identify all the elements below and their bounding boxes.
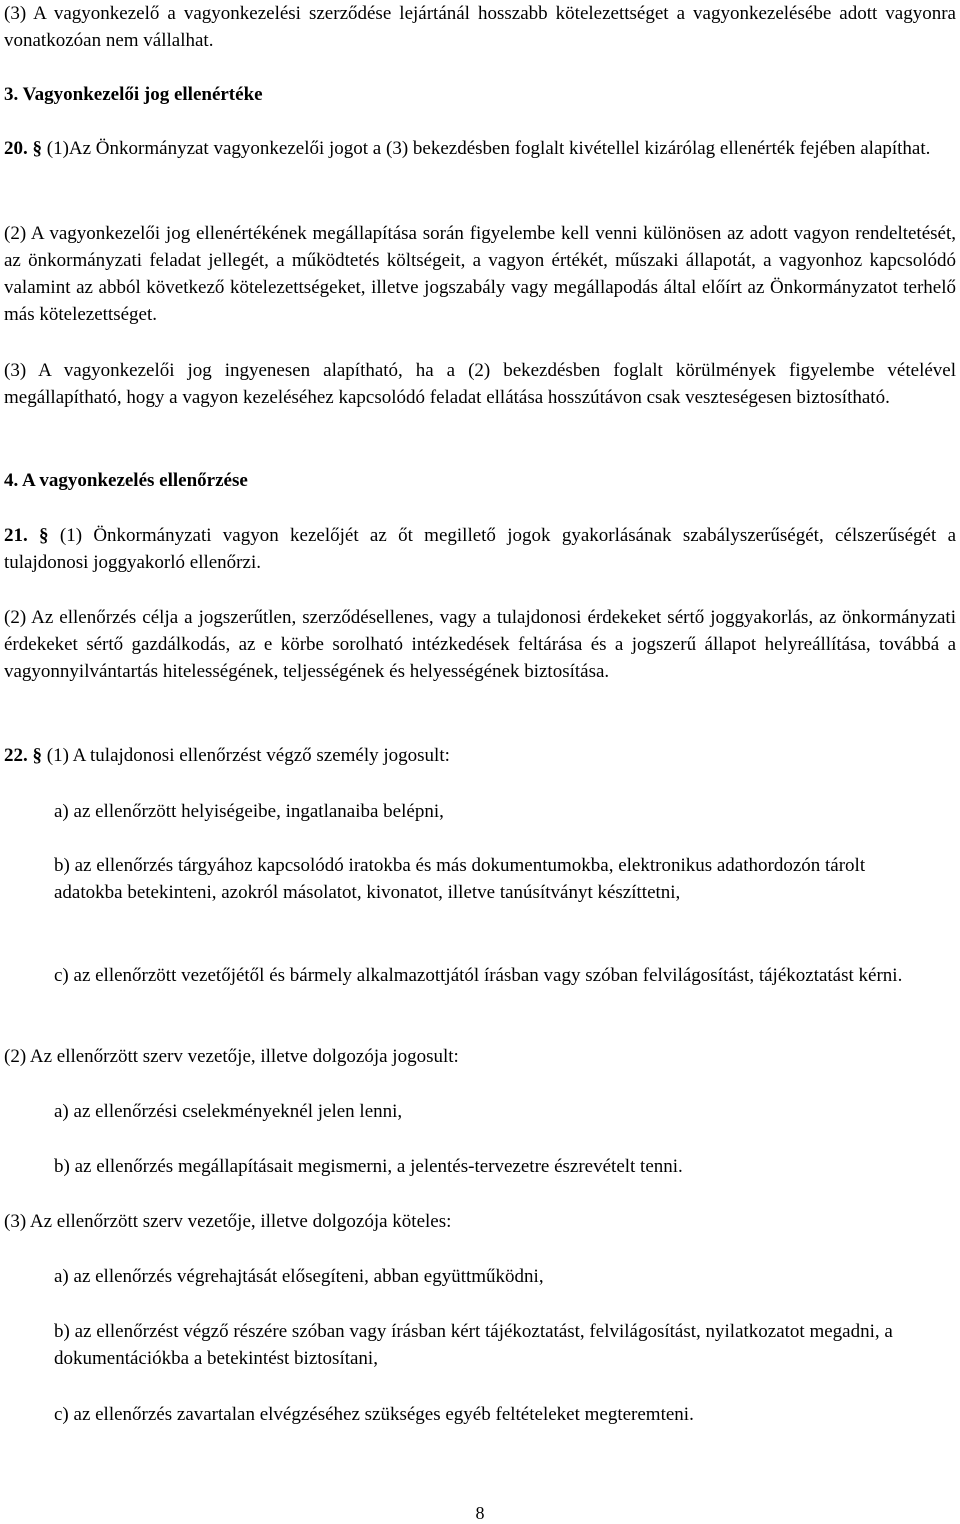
paragraph-22-1-text: (1) A tulajdonosi ellenőrzést végző személy jogosult: [42, 745, 450, 766]
paragraph-22-1 [4, 742, 956, 769]
list-item-22-2-b: b) az ellenőrzés megállapításait megismerni, a jelentés-tervezetre észrevételt tenni. [54, 1156, 683, 1177]
list-item-22-3-a: a) az ellenőrzés végrehajtását elősegíteni, abban együttműködni, [54, 1266, 544, 1287]
list-item-22-3-b: b) az ellenőrzést végző részére szóban vagy írásban kért tájékoztatást, felvilágosítást, nyilatkozatot megadni, a dokumentációkba a betekintést biztosítani, [54, 1321, 893, 1369]
page-number: 8 [475, 1503, 485, 1523]
paragraph-20-3: (3) A vagyonkezelői jog ingyenesen alapítható, ha a (2) bekezdésben foglalt körülmények figyelembe vételével megállapítható, hogy a vagyon kezeléséhez kapcsolódó feladat ellátása hosszútávon csak veszteségesen biztosítható. [4, 360, 956, 408]
list-item-22-1-a: a) az ellenőrzött helyiségeibe, ingatlanaiba belépni, [54, 801, 444, 822]
list-item-22-2-a: a) az ellenőrzési cselekményeknél jelen lenni, [54, 1101, 403, 1122]
section-number-21: 21. § [4, 525, 49, 546]
section-heading-4: 4. A vagyonkezelés ellenőrzése [4, 470, 248, 491]
section-number-20: 20. § [4, 138, 42, 159]
list-item-22-3-c: c) az ellenőrzés zavartalan elvégzéséhez szükséges egyéb feltételeket megteremteni. [54, 1404, 694, 1425]
section-number-22: 22. § [4, 745, 42, 766]
paragraph-21-1 [4, 522, 956, 576]
paragraph-20-1-text: (1)Az Önkormányzat vagyonkezelői jogot a (3) bekezdésben foglalt kivétellel kizárólag ellenérték fejében alapíthat. [42, 138, 931, 159]
paragraph-20-1 [4, 135, 956, 162]
paragraph-22-3: (3) Az ellenőrzött szerv vezetője, illetve dolgozója köteles: [4, 1211, 452, 1232]
paragraph-21-1-text: (1) Önkormányzati vagyon kezelőjét az őt megillető jogok gyakorlásának szabályszerűségét, célszerűségét a tulajdonosi joggyakorló ellenőrzi. [4, 525, 957, 573]
list-item-22-1-c: c) az ellenőrzött vezetőjétől és bármely alkalmazottjától írásban vagy szóban felvilágosítást, tájékoztatást kérni. [54, 965, 903, 986]
paragraph-22-2: (2) Az ellenőrzött szerv vezetője, illetve dolgozója jogosult: [4, 1046, 459, 1067]
section-heading-3: 3. Vagyonkezelői jog ellenértéke [4, 84, 263, 105]
paragraph-19-3: (3) A vagyonkezelő a vagyonkezelési szerződése lejártánál hosszabb kötelezettséget a vagyonkezelésébe adott vagyonra vonatkozóan nem vállalhat. [4, 3, 956, 51]
list-item-22-1-b: b) az ellenőrzés tárgyához kapcsolódó iratokba és más dokumentumokba, elektronikus adathordozón tárolt adatokba betekinteni, azokról másolatot, kivonatot, illetve tanúsítványt készíttetni, [54, 855, 866, 903]
paragraph-20-2: (2) A vagyonkezelői jog ellenértékének megállapítása során figyelembe kell venni különösen az adott vagyon rendeltetését, az önkormányzati feladat jellegét, a működtetés költségeit, a vagyon értékét, műszaki állapotát, a vagyonhoz kapcsolódó valamint az abból következő kötelezettségeket, illetve jogszabály vagy megállapodás által előírt az Önkormányzatot terhelő más kötelezettséget. [4, 223, 956, 325]
paragraph-21-2: (2) Az ellenőrzés célja a jogszerűtlen, szerződésellenes, vagy a tulajdonosi érdekeket sértő joggyakorlás, az önkormányzati érdekeket sértő gazdálkodás, az e körbe sorolható intézkedések feltárása és a jogszerű állapot helyreállítása, továbbá a vagyonnyilvántartás hitelességének, teljességének és helyességének biztosítása. [4, 607, 956, 682]
